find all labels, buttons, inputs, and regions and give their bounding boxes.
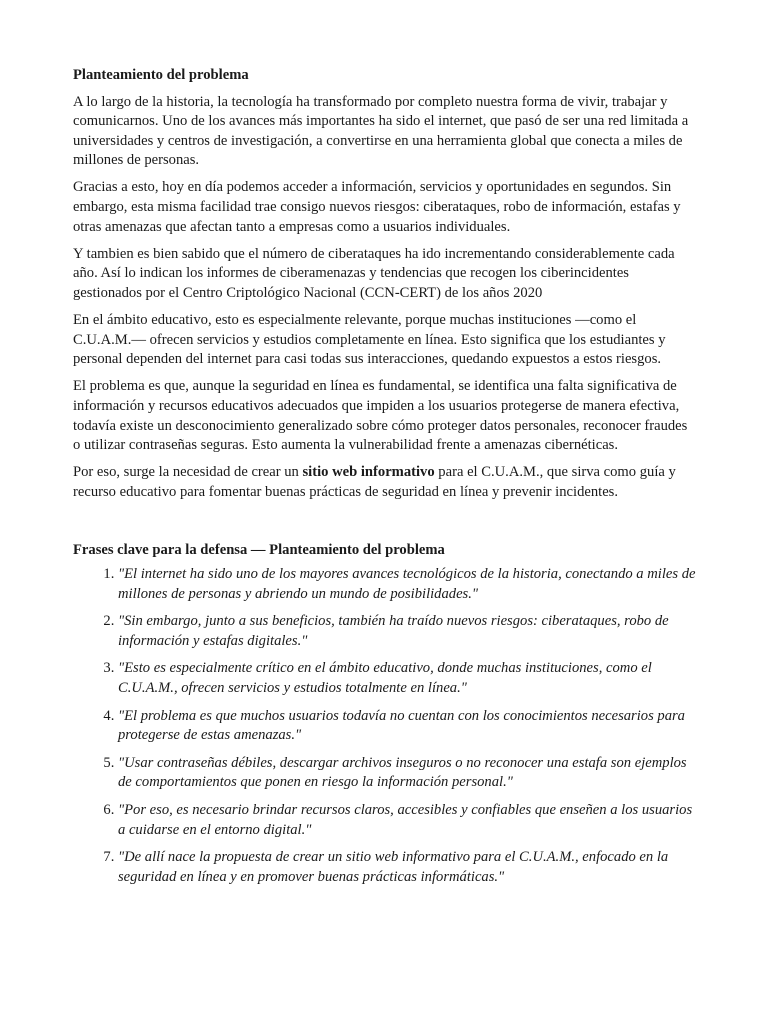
paragraph-historia: A lo largo de la historia, la tecnología ha transformado por completo nuestra forma de vivir, trabajar y comunicarnos. Uno de los avances más importantes ha sido el internet, que pasó de ser una red limitada a universidades y centros de investigación, a convertirse en una herramienta global que conecta a miles de millones de personas. — [73, 93, 689, 169]
list-item — [118, 848, 696, 887]
list-item — [118, 707, 696, 746]
propuesta-text-after: para el C.U.A.M., que sirva como guía y recurso educativo para fomentar buenas prácticas de seguridad en línea y prevenir incidentes. — [73, 464, 676, 500]
paragraph-ciberataques: Y tambien es bien sabido que el número de ciberataques ha ido incrementando considerablemente cada año. Así lo indican los informes de ciberamenazas y tendencias que recogen los ciberincidentes gestionados por el Centro Criptológico Nacional (CCN-CERT) de los años 2020 — [73, 245, 675, 301]
key-phrases-list — [73, 565, 696, 887]
paragraph-problema: El problema es que, aunque la seguridad en línea es fundamental, se identifica una falta significativa de información y recursos educativos adecuados que impiden a los usuarios protegerse de manera efectiva, todavía existe un desconocimiento generalizado sobre cómo proteger datos personales, reconocer fraudes o utilizar contraseñas seguras. Esto aumenta la vulnerabilidad frente a amenazas cibernéticas. — [73, 378, 688, 454]
paragraph-propuesta — [73, 463, 696, 502]
list-item — [118, 612, 696, 651]
quote-text: "Por eso, es necesario brindar recursos claros, accesibles y confiables que enseñen a los usuarios a cuidarse en el entorno digital." — [118, 801, 693, 838]
quote-text: "El problema es que muchos usuarios todavía no cuentan con los conocimientos necesarios para protegerse de estas amenazas." — [118, 707, 685, 744]
quote-text: "Esto es especialmente crítico en el ámbito educativo, donde muchas instituciones, como el C.U.A.M., ofrecen servicios y estudios totalmente en línea." — [118, 660, 652, 696]
quote-text: "Usar contraseñas débiles, descargar archivos inseguros o no reconocer una estafa son ejemplos de comportamientos que ponen en riesgo la información personal." — [118, 754, 687, 791]
quote-text: "Sin embargo, junto a sus beneficios, también ha traído nuevos riesgos: ciberataques, robo de información y estafas digitales." — [118, 613, 669, 649]
paragraph-riesgos: Gracias a esto, hoy en día podemos acceder a información, servicios y oportunidades en segundos. Sin embargo, esta misma facilidad trae consigo nuevos riesgos: ciberataques, robo de información, estafas y otras amenazas que afectan tanto a empresas como a usuarios individuales. — [73, 179, 681, 235]
propuesta-text-before: Por eso, surge la necesidad de crear un — [73, 464, 303, 481]
list-item — [118, 801, 696, 840]
quote-text: "El internet ha sido uno de los mayores avances tecnológicos de la historia, conectando a miles de millones de personas y abriendo un mundo de posibilidades." — [118, 565, 696, 602]
quote-text: "De allí nace la propuesta de crear un sitio web informativo para el C.U.A.M., enfocado en la seguridad en línea y en promover buenas prácticas informáticas." — [118, 849, 669, 885]
paragraph-ambito-educativo: En el ámbito educativo, esto es especialmente relevante, porque muchas instituciones —como el C.U.A.M.— ofrecen servicios y estudios completamente en línea. Esto significa que los estudiantes y personal dependen del internet para casi todas sus interacciones, quedando expuestos a estos riesgos. — [73, 312, 666, 368]
section-title-planteamiento: Planteamiento del problema — [73, 67, 249, 83]
list-item — [118, 754, 696, 793]
list-item — [118, 659, 696, 698]
section-title-frases-clave: Frases clave para la defensa — Planteamiento del problema — [73, 542, 445, 559]
propuesta-bold-term: sitio web informativo — [302, 464, 435, 481]
list-item — [118, 565, 696, 604]
